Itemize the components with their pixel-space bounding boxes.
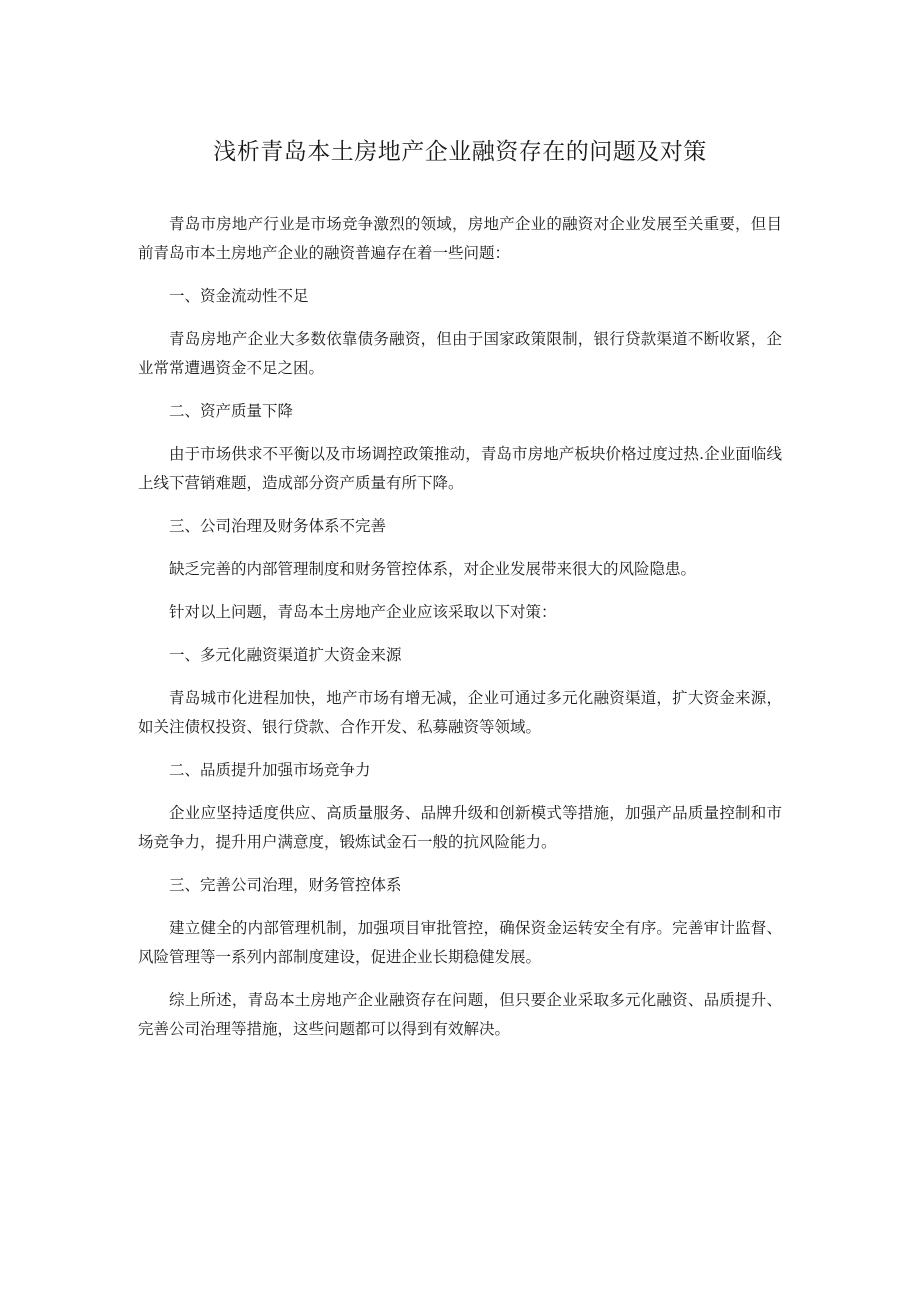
heading-problem-3: 三、公司治理及财务体系不完善 [169,517,387,535]
document-title: 浅析青岛本土房地产企业融资存在的问题及对策 [213,139,707,165]
document-body [138,210,782,1058]
heading-problem-1: 一、资金流动性不足 [169,287,309,305]
paragraph-solution-3: 建立健全的内部管理机制，加强项目审批管控，确保资金运转安全有序。完善审计监督、风险管理等一系列内部制度建设，促进企业长期稳健发展。 [138,919,782,966]
paragraph-conclusion: 综上所述，青岛本土房地产企业融资存在问题，但只要企业采取多元化融资、品质提升、完善公司治理等措施，这些问题都可以得到有效解决。 [138,991,782,1038]
paragraph-problem-3: 缺乏完善的内部管理制度和财务管控体系，对企业发展带来很大的风险隐患。 [169,560,697,578]
paragraph-transition: 针对以上问题，青岛本土房地产企业应该采取以下对策： [169,603,557,621]
paragraph-solution-2: 企业应坚持适度供应、高质量服务、品牌升级和创新模式等措施，加强产品质量控制和市场竞争力，提升用户满意度，锻炼试金石一般的抗风险能力。 [138,804,782,851]
paragraph-intro: 青岛市房地产行业是市场竞争激烈的领域，房地产企业的融资对企业发展至关重要，但目前青岛市本土房地产企业的融资普遍存在着一些问题： [138,215,782,262]
paragraph-solution-1: 青岛城市化进程加快，地产市场有增无减，企业可通过多元化融资渠道，扩大资金来源，如关注债权投资、银行贷款、合作开发、私募融资等领域。 [138,689,782,736]
heading-solution-2: 二、品质提升加强市场竞争力 [169,761,371,779]
paragraph-problem-2: 由于市场供求不平衡以及市场调控政策推动，青岛市房地产板块价格过度过热.企业面临线上线下营销难题，造成部分资产质量有所下降。 [138,445,782,492]
heading-solution-3: 三、完善公司治理，财务管控体系 [169,876,402,894]
heading-solution-1: 一、多元化融资渠道扩大资金来源 [169,646,402,664]
paragraph-problem-1: 青岛房地产企业大多数依靠债务融资，但由于国家政策限制，银行贷款渠道不断收紧，企业常常遭遇资金不足之困。 [138,330,782,377]
heading-problem-2: 二、资产质量下降 [169,402,294,420]
